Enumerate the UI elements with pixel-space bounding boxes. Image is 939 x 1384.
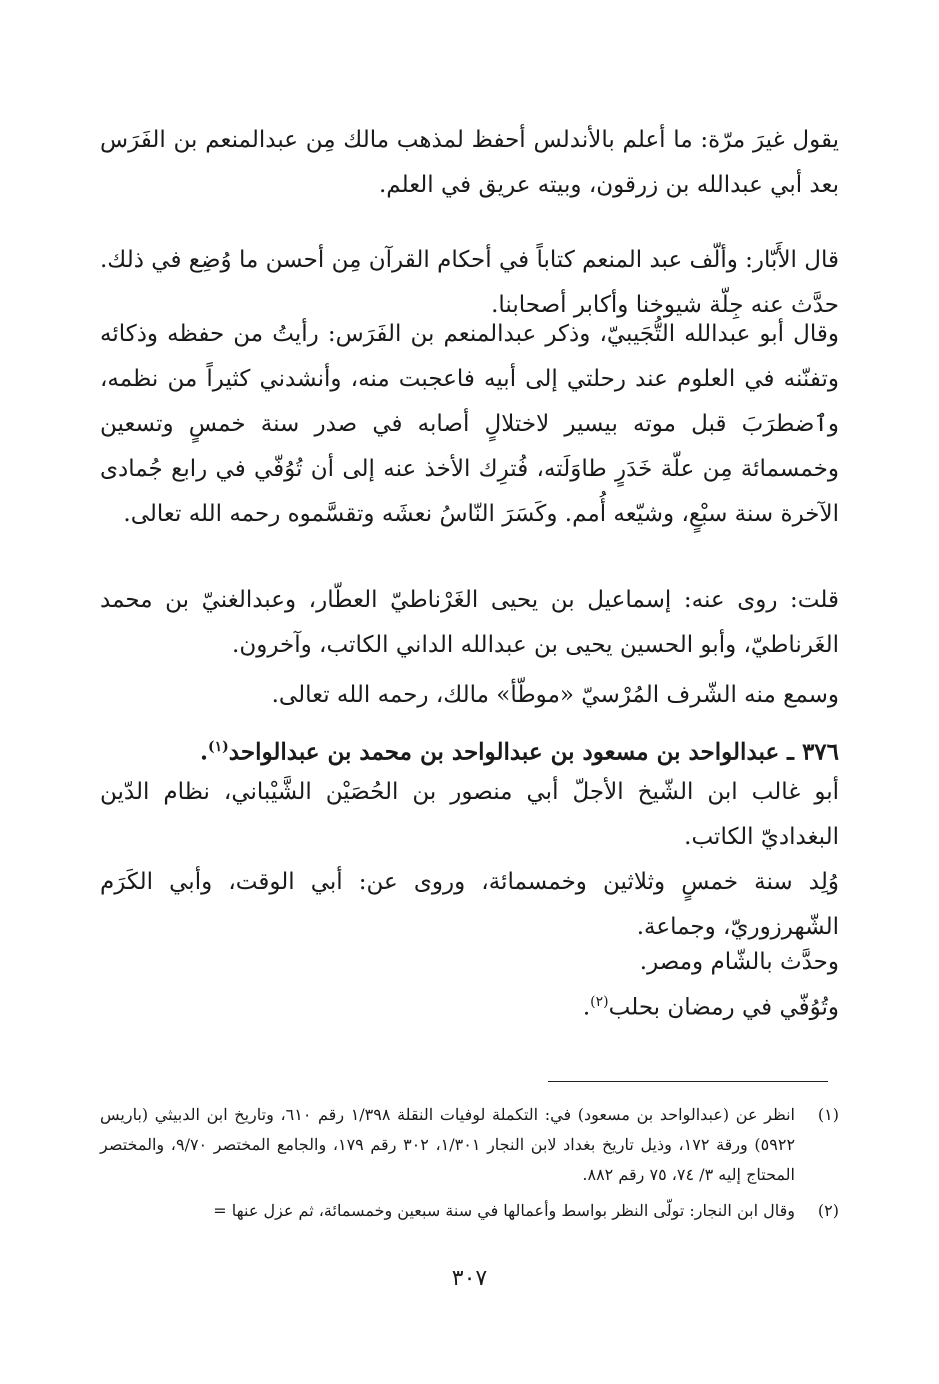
entry-paragraph-1: أبو غالب ابن الشّيخ الأجلّ أبي منصور بن الحُصَيْن الشَّيْباني، نظام الدّين البغداديّ الكاتب. — [100, 779, 839, 850]
footnote-1-number: (١) — [817, 1105, 839, 1124]
entry-last-line-end: . — [582, 994, 591, 1021]
paragraph-3: وقال أبو عبدالله التُّجَيبيّ، وذكر عبدالمنعم بن الفَرَس: رأيتُ من حفظه وذكائه وتفنّنه في العلوم عند رحلتي إلى أبيه فاعجبت منه، وأنشدني كثيراً من نظمه، وٱضطرَبَ قبل موته بيسير لاختلالٍ أصابه في صدر سنة خمسٍ وتسعين وخمسمائة مِن علّة خَدَرٍ طاوَلَته، فُترِك الأخذ عنه إلى أن تُوُفّي في رابع جُمادى الآخرة سنة سبْعٍ، وشيّعه أُمم. وكَسَرَ النّاسُ نعشَه وتقسَّموه رحمه الله تعالى. — [100, 321, 839, 527]
entry-heading-text: ٣٧٦ ـ عبدالواحد بن مسعود بن عبدالواحد بن محمد بن عبدالواحد — [228, 738, 839, 766]
entry-heading-end: . — [200, 738, 209, 766]
footnote-2 — [100, 1196, 839, 1226]
footnote-2-text: وقال ابن النجار: تولّى النظر بواسط وأعمالها في سنة سبعين وخمسمائة، ثم عزل عنها = — [213, 1201, 795, 1220]
footnote-1-text: انظر عن (عبدالواحد بن مسعود) في: التكملة لوفيات النقلة ١/٣٩٨ رقم ٦١٠، وتاريخ ابن الدبيثي (باريس ٥٩٢٢) ورقة ١٧٢، وذيل تاريخ بغداد لابن النجار ١/٣٠١، ٣٠٢ رقم ١٧٩، والجامع المختصر ٩/٧٠، والمختصر المحتاج إليه ٣/ ٧٤، ٧٥ رقم ٨٨٢. — [100, 1105, 796, 1184]
paragraph-1: يقول غيرَ مرّة: ما أعلم بالأندلس أحفظ لمذهب مالك مِن عبدالمنعم بن الفَرَس بعد أبي عبدالله بن زرقون، وبيته عريق في العلم. — [100, 127, 839, 198]
paragraph-4: قلت: روى عنه: إسماعيل بن يحيى الغَرْناطيّ العطّار، وعبدالغنيّ بن محمد الغَرناطيّ، وأبو الحسين يحيى بن عبدالله الداني الكاتب، وآخرون. — [100, 587, 839, 658]
entry-heading — [100, 725, 839, 775]
footnote-ref-1: (١) — [208, 739, 229, 755]
footnote-separator — [548, 1081, 828, 1082]
footnote-2-number: (٢) — [817, 1201, 839, 1220]
footnote-1 — [100, 1100, 839, 1190]
entry-paragraph-3: وحدَّث بالشّام ومصر. — [639, 949, 839, 975]
entry-last-line — [100, 980, 839, 1031]
paragraph-2: قال الأَبّار: وألّف عبد المنعم كتاباً في أحكام القرآن مِن أحسن ما وُضِع في ذلك. حدَّث عنه جِلّة شيوخنا وأكابر أصحابنا. — [100, 247, 839, 318]
entry-paragraph-2: وُلِد سنة خمسٍ وثلاثين وخمسمائة، وروى عن: أبي الوقت، وأبي الكَرَم الشّهرزوريّ، وجماعة. — [100, 869, 839, 940]
paragraph-5: وسمع منه الشّرف المُرْسيّ «موطّأ» مالك، رحمه الله تعالى. — [271, 682, 839, 708]
footnote-ref-2: (٢) — [590, 994, 609, 1010]
entry-last-line-text: وتُوُفّي في رمضان بحلب — [608, 994, 839, 1021]
page-number: ٣٠٧ — [451, 1266, 488, 1291]
